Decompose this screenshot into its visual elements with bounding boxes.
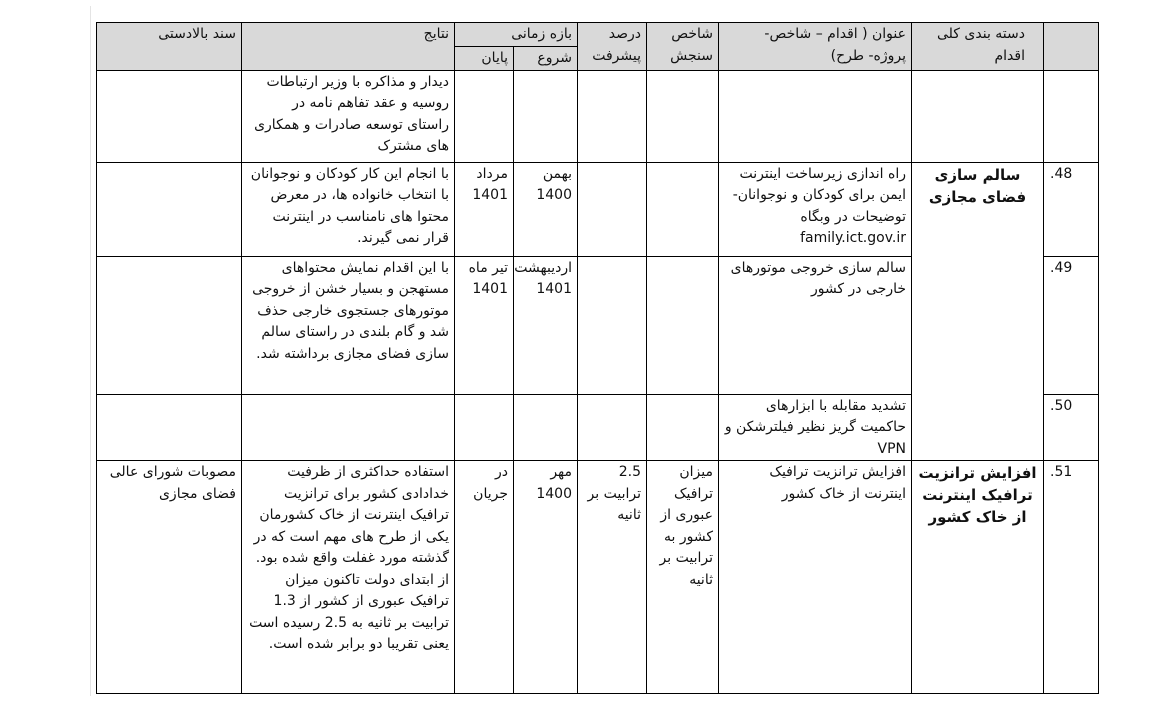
progress-cell: 2.5 ترابیت بر ثانیه	[578, 461, 647, 694]
page-margin-line	[90, 6, 91, 696]
header-progress: درصد پیشرفت	[578, 23, 647, 71]
start-cell: بهمن 1400	[514, 162, 578, 256]
upstream-doc-cell	[97, 256, 242, 394]
header-results: نتایج	[242, 23, 455, 71]
category-cell: سالم سازی فضای مجازی	[912, 162, 1044, 461]
title-cell: افزایش ترانزیت ترافیک اینترنت از خاک کشور	[719, 461, 912, 694]
title-cell: سالم سازی خروجی موتورهای خارجی در کشور	[719, 256, 912, 394]
metric-cell	[647, 70, 719, 162]
header-upstream-doc: سند بالادستی	[97, 23, 242, 71]
results-cell: با انجام این کار کودکان و نوجوانان با انتخاب خانواده ها، در معرض محتوا های نامناسب در اینترنت قرار نمی گیرند.	[242, 162, 455, 256]
header-row-number	[1044, 23, 1099, 71]
start-cell	[514, 394, 578, 461]
table-row	[97, 162, 1099, 256]
row-number-cell: .48	[1044, 162, 1099, 256]
title-cell	[719, 70, 912, 162]
progress-cell	[578, 162, 647, 256]
start-cell: مهر 1400	[514, 461, 578, 694]
category-cell: افزایش ترانزیت ترافیک اینترنت از خاک کشور	[912, 461, 1044, 694]
progress-cell	[578, 256, 647, 394]
end-cell	[455, 394, 514, 461]
header-end: پایان	[455, 47, 514, 71]
results-cell: استفاده حداکثری از ظرفیت خدادادی کشور برای ترانزیت ترافیک اینترنت از خاک کشورمان یکی از طرح های مهم است که در گذشته مورد غفلت واقع شده بود. از ابتدای دولت تاکنون میزان ترافیک عبوری از کشور از 1.3 ترابیت بر ثانیه به 2.5 رسیده است یعنی تقریبا دو برابر شده است.	[242, 461, 455, 694]
results-cell: دیدار و مذاکره با وزیر ارتباطات روسیه و عقد تفاهم نامه در راستای توسعه صادرات و همکاری های مشترک	[242, 70, 455, 162]
end-cell: تیر ماه 1401	[455, 256, 514, 394]
results-cell	[242, 394, 455, 461]
row-number-cell	[1044, 70, 1099, 162]
start-cell: اردیبهشت 1401	[514, 256, 578, 394]
header-metric: شاخص سنجش	[647, 23, 719, 71]
category-cell	[912, 70, 1044, 162]
results-cell: با این اقدام نمایش محتواهای مستهجن و بسیار خشن از خروجی موتورهای جستجوی خارجی حذف شد و گام بلندی در راستای سالم سازی فضای مجازی برداشته شد.	[242, 256, 455, 394]
row-number-cell: .51	[1044, 461, 1099, 694]
metric-cell	[647, 256, 719, 394]
upstream-doc-cell: مصوبات شورای عالی فضای مجازی	[97, 461, 242, 694]
end-cell: مرداد 1401	[455, 162, 514, 256]
upstream-doc-cell	[97, 70, 242, 162]
metric-cell	[647, 162, 719, 256]
title-cell: تشدید مقابله با ابزارهای حاکمیت گریز نظیر فیلترشکن و VPN	[719, 394, 912, 461]
header-category: دسته بندی کلی اقدام	[912, 23, 1044, 71]
end-cell	[455, 70, 514, 162]
start-cell	[514, 70, 578, 162]
end-cell: در جریان	[455, 461, 514, 694]
action-report-table	[96, 22, 1099, 694]
metric-cell	[647, 394, 719, 461]
table-row	[97, 461, 1099, 694]
upstream-doc-cell	[97, 394, 242, 461]
header-period: بازه زمانی	[455, 23, 578, 47]
header-start: شروع	[514, 47, 578, 71]
table-row	[97, 70, 1099, 162]
metric-cell: میزان ترافیک عبوری از کشور به ترابیت بر ثانیه	[647, 461, 719, 694]
row-number-cell: .50	[1044, 394, 1099, 461]
upstream-doc-cell	[97, 162, 242, 256]
progress-cell	[578, 394, 647, 461]
progress-cell	[578, 70, 647, 162]
title-cell: راه اندازی زیرساخت اینترنت ایمن برای کودکان و نوجوانان- توضیحات در وبگاه family.ict.gov.ir	[719, 162, 912, 256]
row-number-cell: .49	[1044, 256, 1099, 394]
header-title: عنوان ( اقدام – شاخص- پروژه- طرح)	[719, 23, 912, 71]
